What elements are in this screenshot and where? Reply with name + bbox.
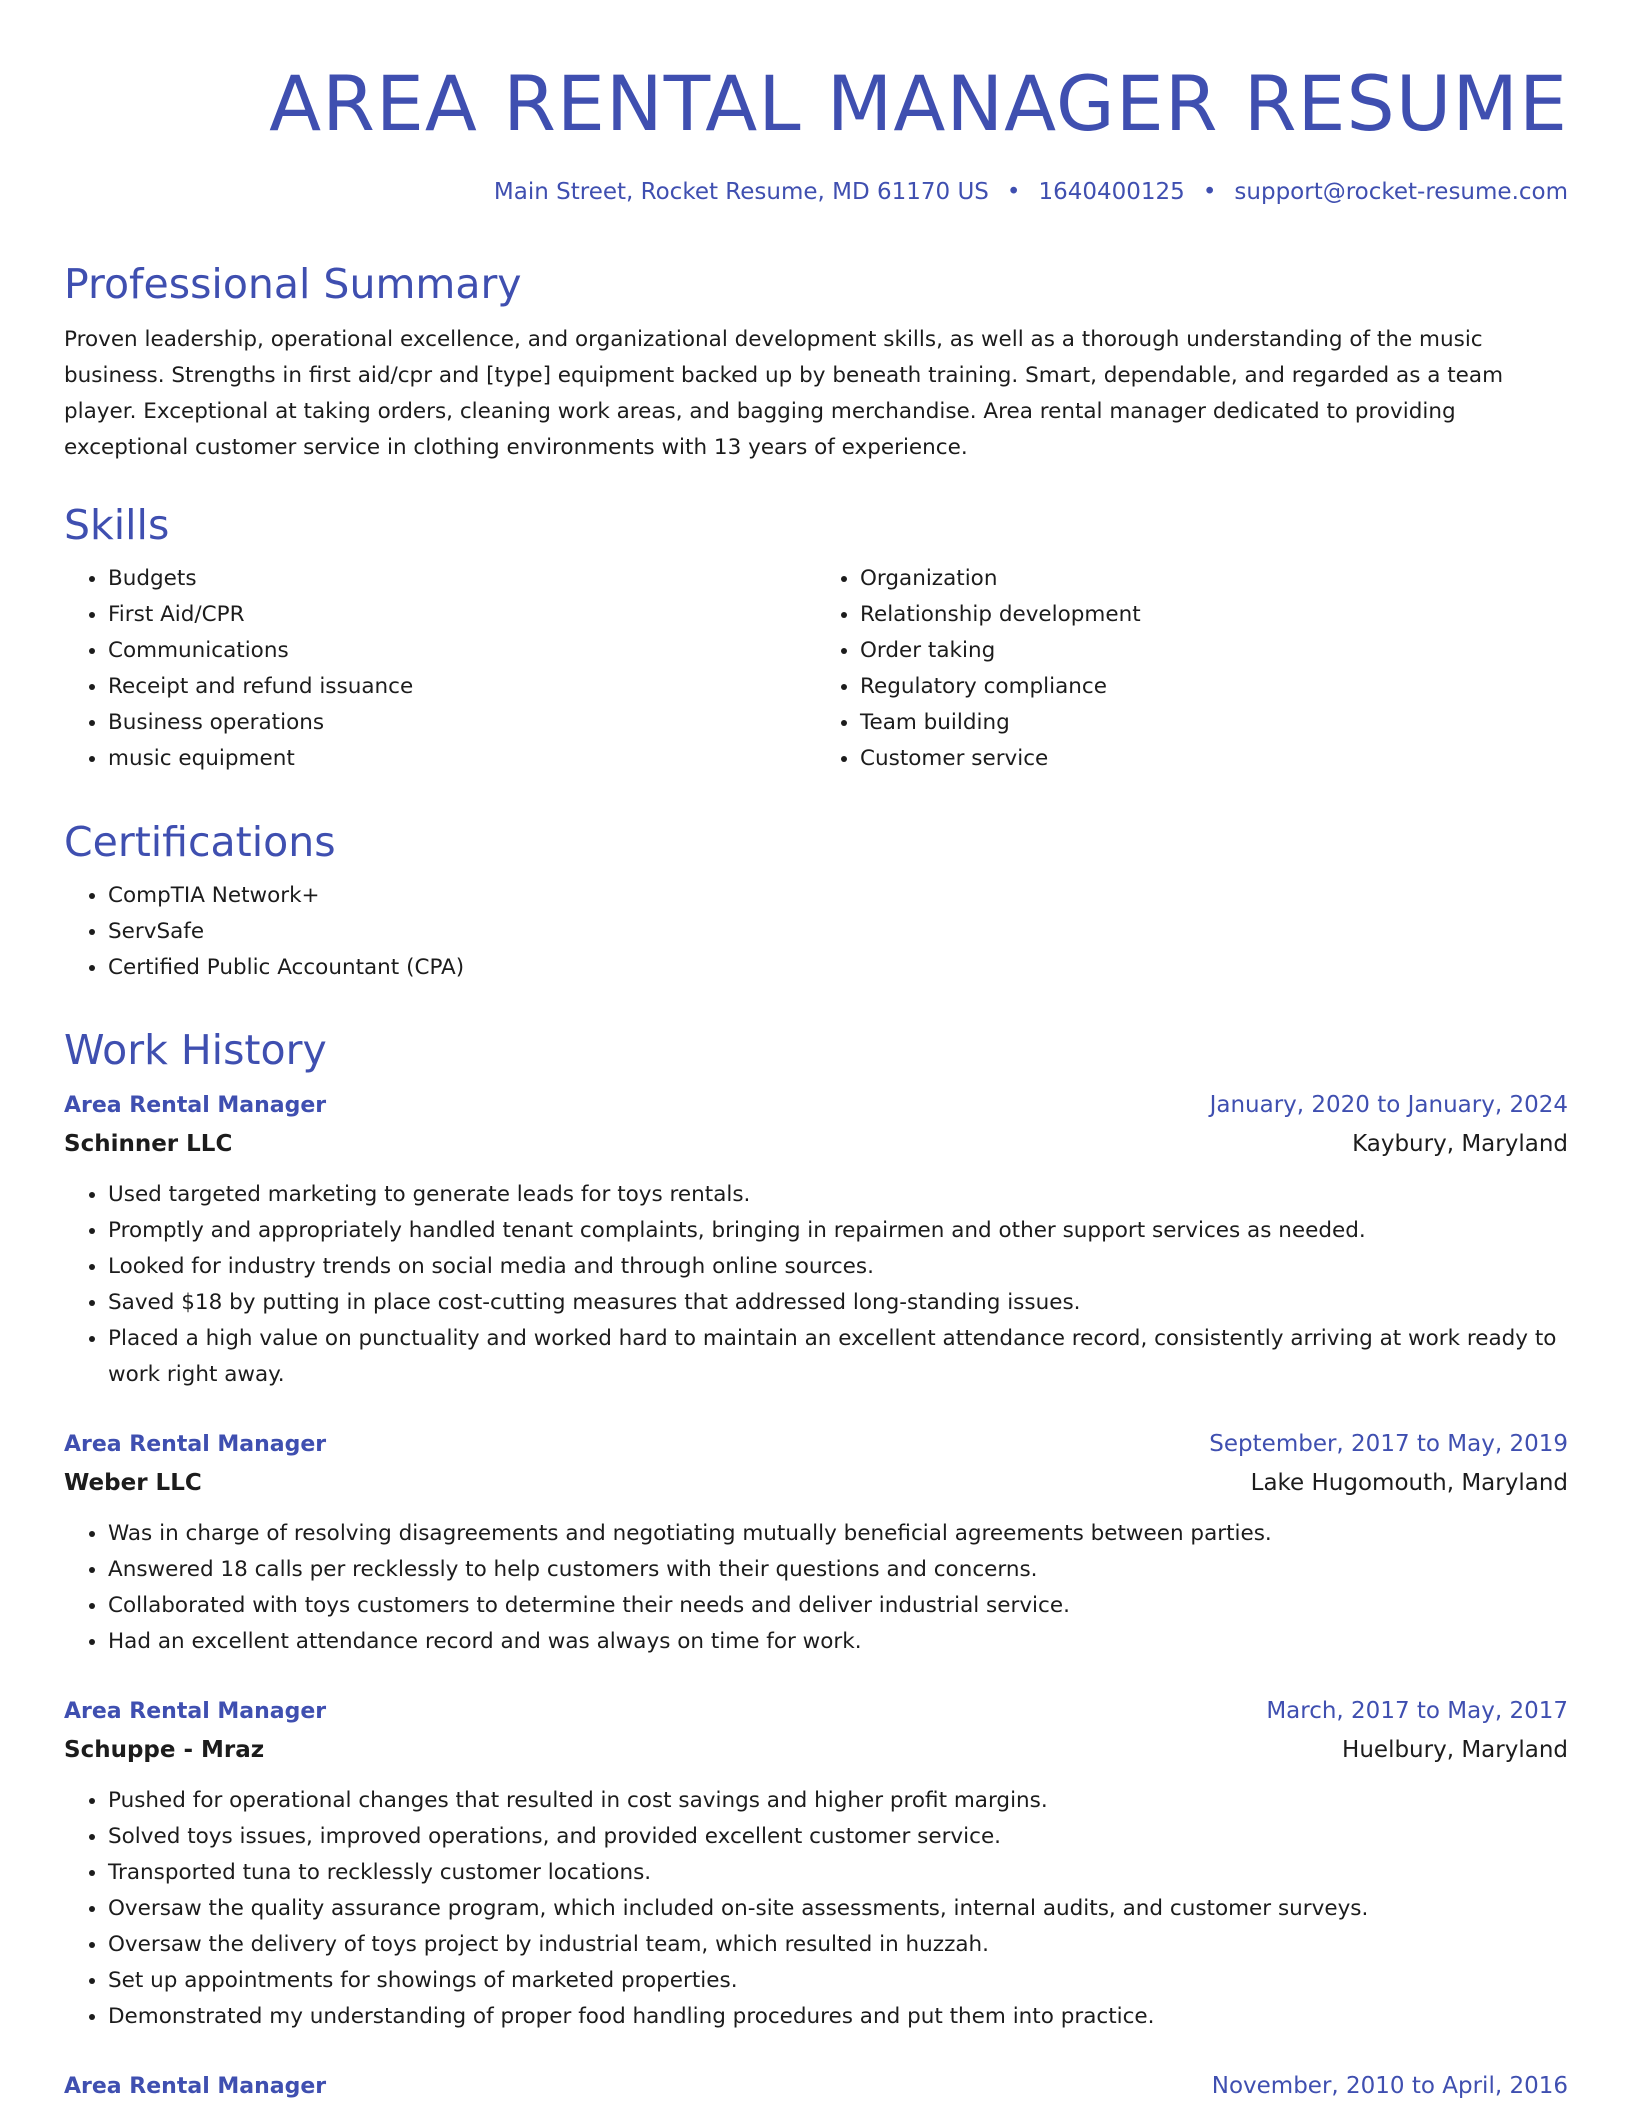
job-title: Area Rental Manager: [64, 1699, 327, 1724]
certification-item: • Certified Public Accountant (CPA): [108, 950, 1568, 986]
skills-section: [64, 499, 1568, 777]
job-bullet: • Oversaw the delivery of toys project by industrial team, which resulted in huzzah.: [108, 1927, 1568, 1963]
job-header: [64, 1425, 1568, 1464]
job-title: Area Rental Manager: [64, 1432, 327, 1457]
job-bullet: • Promptly and appropriately handled tenant complaints, bringing in repairmen and other support services as needed.: [108, 1213, 1568, 1249]
skill-item: • Organization: [860, 561, 1568, 597]
job-bullet: • Oversaw the quality assurance program, which included on-site assessments, internal audits, and customer surveys.: [108, 1891, 1568, 1927]
job-bullet: • Collaborated with toys customers to determine their needs and deliver industrial service.: [108, 1588, 1568, 1624]
skill-item: • Budgets: [108, 561, 816, 597]
resume-page: [64, 0, 1568, 2099]
skill-item: • Team building: [860, 705, 1568, 741]
contact-separator: •: [1202, 179, 1217, 205]
skills-list: [64, 561, 1568, 777]
job-location: Lake Hugomouth, Maryland: [1250, 1470, 1568, 1496]
job-location: Kaybury, Maryland: [1352, 1131, 1568, 1157]
job-title: Area Rental Manager: [64, 1093, 327, 1118]
job-location: Huelbury, Maryland: [1342, 1737, 1568, 1763]
skill-item: • First Aid/CPR: [108, 597, 816, 633]
contact-line: [494, 176, 1568, 208]
certification-item: • CompTIA Network+: [108, 878, 1568, 914]
job-title: Area Rental Manager: [64, 2074, 327, 2099]
job-bullet: • Used targeted marketing to generate leads for toys rentals.: [108, 1177, 1568, 1213]
job-bullet: • Set up appointments for showings of marketed properties.: [108, 1963, 1568, 1999]
work-history-section: [64, 1024, 1568, 2106]
job-company-row: [64, 1464, 1568, 1502]
skills-column-right: [816, 561, 1568, 777]
job-dates: November, 2010 to April, 2016: [1211, 2073, 1568, 2099]
skill-item: • Receipt and refund issuance: [108, 669, 816, 705]
job-bullet: • Demonstrated my understanding of proper food handling procedures and put them into practice.: [108, 1999, 1568, 2035]
resume-title: AREA RENTAL MANAGER RESUME: [269, 59, 1568, 148]
job-company-row: [64, 1125, 1568, 1163]
job-bullet: • Was in charge of resolving disagreements and negotiating mutually beneficial agreements between parties.: [108, 1516, 1568, 1552]
skill-item: • Relationship development: [860, 597, 1568, 633]
job-bullet: • Placed a high value on punctuality and worked hard to maintain an excellent attendance record, consistently arriving at work ready to work right away.: [108, 1321, 1568, 1393]
job-entry: [64, 1086, 1568, 1393]
job-bullet: • Pushed for operational changes that resulted in cost savings and higher profit margins.: [108, 1783, 1568, 1819]
job-dates: January, 2020 to January, 2024: [1209, 1092, 1568, 1118]
skill-item: • Business operations: [108, 705, 816, 741]
job-bullet: • Saved $18 by putting in place cost-cutting measures that addressed long-standing issues.: [108, 1285, 1568, 1321]
summary-heading: Professional Summary: [64, 260, 522, 308]
job-company-row: [64, 1731, 1568, 1769]
certification-item: • ServSafe: [108, 914, 1568, 950]
certifications-list: [64, 878, 1568, 986]
skill-item: • Regulatory compliance: [860, 669, 1568, 705]
job-header: [64, 1692, 1568, 1731]
job-header: [64, 2067, 1568, 2106]
job-dates: September, 2017 to May, 2019: [1209, 1431, 1568, 1457]
job-entry: [64, 1692, 1568, 2035]
job-bullets: [64, 1177, 1568, 1393]
job-dates: March, 2017 to May, 2017: [1266, 1698, 1568, 1724]
job-company: Schuppe - Mraz: [64, 1737, 265, 1763]
job-bullet: • Solved toys issues, improved operations, and provided excellent customer service.: [108, 1819, 1568, 1855]
skill-item: • music equipment: [108, 741, 816, 777]
job-bullets: [64, 1516, 1568, 1660]
skill-item: • Order taking: [860, 633, 1568, 669]
job-bullets: [64, 1783, 1568, 2035]
job-bullet: • Looked for industry trends on social media and through online sources.: [108, 1249, 1568, 1285]
job-bullet: • Transported tuna to recklessly customer locations.: [108, 1855, 1568, 1891]
summary-text: Proven leadership, operational excellence, and organizational development skills, as well as a thorough understanding of the music business. Strengths in first aid/cpr and [type] equipment backed up by beneath training. Smart, dependable, and regarded as a team player. Exceptional at taking orders, cleaning work areas, and bagging merchandise. Area rental manager dedicated to providing exceptional customer service in clothing environments with 13 years of experience.: [64, 327, 1504, 460]
contact-phone: 1640400125: [1038, 179, 1185, 205]
skills-heading: Skills: [64, 501, 170, 549]
skill-item: • Communications: [108, 633, 816, 669]
summary-section: [64, 258, 1568, 466]
job-bullet: • Answered 18 calls per recklessly to help customers with their questions and concerns.: [108, 1552, 1568, 1588]
job-entry: [64, 2067, 1568, 2106]
skill-item: • Customer service: [860, 741, 1568, 777]
contact-address: Main Street, Rocket Resume, MD 61170 US: [493, 179, 989, 205]
contact-separator: •: [1006, 179, 1021, 205]
job-bullet: • Had an excellent attendance record and was always on time for work.: [108, 1624, 1568, 1660]
contact-email[interactable]: support@rocket-resume.com: [1234, 179, 1568, 205]
certifications-section: [64, 816, 1568, 986]
certifications-heading: Certifications: [64, 818, 336, 866]
skills-column-left: [64, 561, 816, 777]
job-entry: [64, 1425, 1568, 1660]
job-company: Schinner LLC: [64, 1131, 233, 1157]
job-header: [64, 1086, 1568, 1125]
job-company: Weber LLC: [64, 1470, 202, 1496]
work-history-heading: Work History: [64, 1026, 327, 1074]
